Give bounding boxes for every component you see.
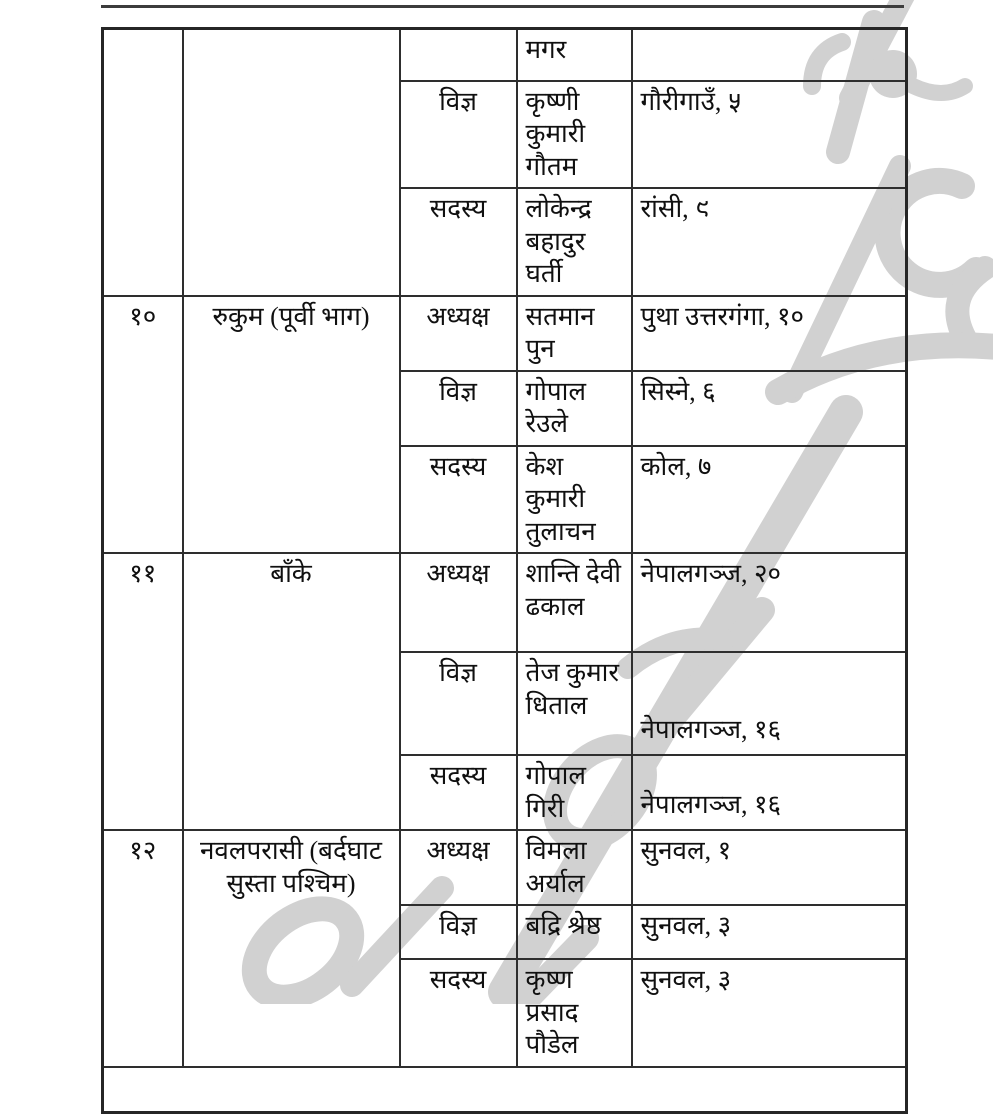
place-cell: नेपालगञ्ज, १६ [632,652,907,755]
appointments-table [101,27,908,1114]
name-cell: लोकेन्द्र बहादुर घर्ती [517,188,632,296]
district-cell: बाँके [183,553,400,830]
sn-cell: १२ [103,830,183,1067]
district-cell: नवलपरासी (बर्दघाट सुस्ता पश्चिम) [183,830,400,1067]
name-cell: कृष्ण प्रसाद पौडेल [517,959,632,1067]
sn-cell [103,29,183,296]
position-cell: अध्यक्ष [400,296,517,371]
district-cell: रुकुम (पूर्वी भाग) [183,296,400,554]
position-cell: सदस्य [400,755,517,830]
name-cell: गोपाल रेउले [517,371,632,446]
position-cell: सदस्य [400,188,517,296]
name-cell: मगर [517,29,632,81]
next-section-cell [103,1067,907,1113]
sn-cell: १० [103,296,183,554]
name-cell: तेज कुमार धिताल [517,652,632,755]
name-cell: कृष्णी कुमारी गौतम [517,81,632,189]
name-cell: सतमान पुन [517,296,632,371]
place-cell: नेपालगञ्ज, १६ [632,755,907,830]
place-cell: सिस्ने, ६ [632,371,907,446]
place-cell: पुथा उत्तरगंगा, १० [632,296,907,371]
place-cell: सुनवल, १ [632,830,907,905]
place-cell: सुनवल, ३ [632,959,907,1067]
district-cell [183,29,400,296]
position-cell: विज्ञ [400,371,517,446]
place-cell [632,29,907,81]
place-cell: सुनवल, ३ [632,905,907,959]
position-cell: विज्ञ [400,81,517,189]
position-cell: सदस्य [400,959,517,1067]
name-cell: बद्रि श्रेष्ठ [517,905,632,959]
name-cell: गोपाल गिरी [517,755,632,830]
name-cell: केश कुमारी तुलाचन [517,446,632,554]
place-cell: गौरीगाउँ, ५ [632,81,907,189]
sn-cell: ११ [103,553,183,830]
place-cell: नेपालगञ्ज, २० [632,553,907,652]
position-cell: अध्यक्ष [400,830,517,905]
position-cell: विज्ञ [400,905,517,959]
top-rule [101,5,904,8]
position-cell [400,29,517,81]
position-cell: सदस्य [400,446,517,554]
position-cell: अध्यक्ष [400,553,517,652]
name-cell: शान्ति देवी ढकाल [517,553,632,652]
place-cell: रांसी, ९ [632,188,907,296]
place-cell: कोल, ७ [632,446,907,554]
name-cell: विमला अर्याल [517,830,632,905]
position-cell: विज्ञ [400,652,517,755]
